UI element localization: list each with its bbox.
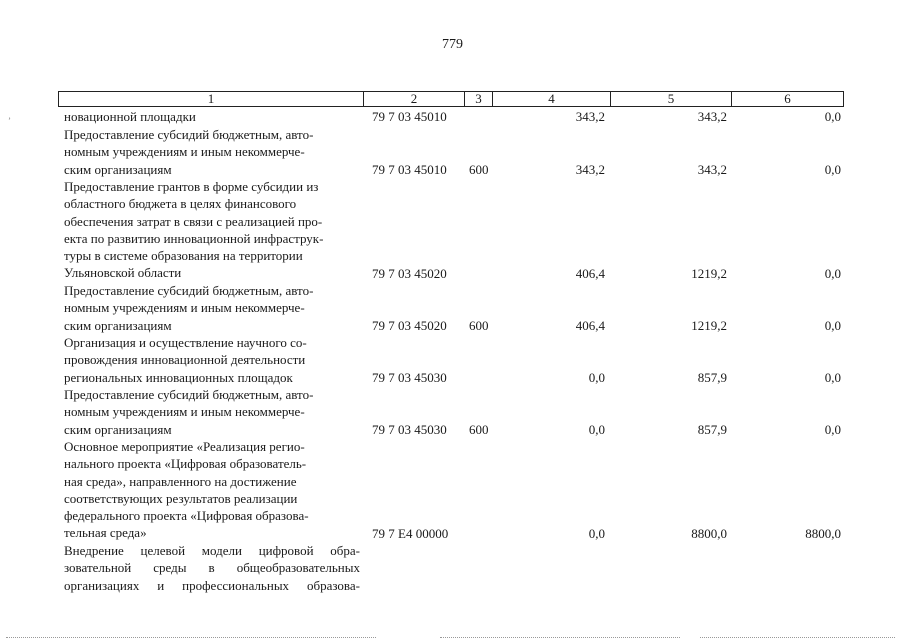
row-col-4: 0,0 [588, 421, 605, 437]
row-col-4: 343,2 [575, 109, 605, 124]
row-description [64, 438, 360, 542]
row-col-6: 0,0 [824, 265, 841, 281]
row-text-line: ная среда», направленного на достижение [64, 473, 297, 489]
header-col-6: 6 [784, 91, 791, 106]
row-col-4: 406,4 [575, 317, 605, 333]
row-text-line: региональных инновационных площадок [64, 369, 293, 385]
row-text-line: организациях и профессиональных образова- [64, 577, 360, 593]
row-text-line: Предоставление субсидий бюджетным, авто- [64, 127, 314, 142]
row-description [64, 386, 360, 438]
row-text-line: екта по развитию инновационной инфраструк- [64, 230, 324, 246]
row-col-6: 0,0 [824, 421, 841, 437]
row-text-line: нального проекта «Цифровая образователь- [64, 456, 307, 472]
scan-edge-line [700, 636, 895, 638]
row-text-line: Ульяновской области [64, 265, 182, 281]
page-number: 779 [442, 37, 463, 52]
row-text-line: номным учреждениям и иным некоммерче- [64, 404, 305, 420]
row-description [64, 108, 360, 125]
header-col-2: 2 [364, 92, 465, 106]
row-col-5: 1219,2 [691, 317, 727, 333]
row-vr: 600 [469, 317, 489, 333]
row-text-line: новационной площадки [64, 109, 196, 124]
row-description [64, 542, 360, 594]
row-col-6: 0,0 [824, 161, 841, 177]
row-code: 79 7 03 45020 [372, 265, 447, 281]
row-text-line: туры в системе образования на территории [64, 248, 303, 264]
row-col-6: 0,0 [824, 369, 841, 385]
row-col-6: 8800,0 [805, 525, 841, 541]
header-col-5: 5 [611, 92, 732, 106]
row-text-line: Основное мероприятие «Реализация регио- [64, 439, 305, 454]
row-text-line: провождения инновационной деятельности [64, 352, 306, 368]
row-text-line: ским организациям [64, 421, 172, 437]
row-col-5: 857,9 [697, 421, 727, 437]
scan-edge-line [6, 636, 376, 638]
row-text-line: обеспечения затрат в связи с реализацией про- [64, 213, 323, 229]
header-col-1: 1 [59, 92, 364, 106]
row-text-line: ским организациям [64, 161, 172, 177]
scan-speck: ’ [8, 116, 11, 126]
row-description [64, 282, 360, 334]
row-text-line: зовательной среды в общеобразовательных [64, 560, 360, 576]
header-col-4: 4 [493, 92, 611, 106]
row-col-4: 0,0 [588, 369, 605, 385]
row-vr: 600 [469, 161, 489, 177]
row-col-4: 0,0 [588, 525, 605, 541]
row-code: 79 7 03 45030 [372, 421, 447, 437]
row-code: 79 7 03 45030 [372, 369, 447, 385]
row-col-6: 0,0 [824, 109, 841, 124]
row-text-line: ским организациям [64, 317, 172, 333]
row-text-line: тельная среда» [64, 525, 147, 541]
row-text-line: Предоставление грантов в форме субсидии из [64, 179, 319, 194]
header-col-3: 3 [465, 92, 493, 106]
row-description [64, 334, 360, 386]
row-description [64, 178, 360, 282]
row-vr: 600 [469, 421, 489, 437]
row-text-line: федерального проекта «Цифровая образова- [64, 508, 309, 524]
row-text-line: номным учреждениям и иным некоммерче- [64, 300, 305, 316]
row-col-6: 0,0 [824, 317, 841, 333]
row-col-4: 343,2 [575, 161, 605, 177]
row-text-line: областного бюджета в целях финансового [64, 196, 297, 212]
row-text-line: Предоставление субсидий бюджетным, авто- [64, 283, 314, 298]
row-code: 79 7 E4 00000 [372, 525, 449, 541]
row-description [64, 126, 360, 178]
row-col-4: 406,4 [575, 265, 605, 281]
row-code: 79 7 03 45010 [372, 109, 447, 124]
row-text-line: номным учреждениям и иным некоммерче- [64, 144, 305, 160]
row-text-line: Внедрение целевой модели цифровой обра- [64, 543, 360, 558]
row-code: 79 7 03 45020 [372, 317, 447, 333]
row-col-5: 343,2 [697, 161, 727, 177]
scan-edge-line [440, 636, 680, 638]
row-text-line: соответствующих результатов реализации [64, 490, 298, 506]
row-col-5: 857,9 [697, 369, 727, 385]
row-code: 79 7 03 45010 [372, 161, 447, 177]
row-text-line: Предоставление субсидий бюджетным, авто- [64, 387, 314, 402]
row-col-5: 8800,0 [691, 525, 727, 541]
row-col-5: 343,2 [697, 109, 727, 124]
row-col-5: 1219,2 [691, 265, 727, 281]
table-header-row [58, 91, 844, 107]
row-text-line: Организация и осуществление научного со- [64, 335, 307, 350]
